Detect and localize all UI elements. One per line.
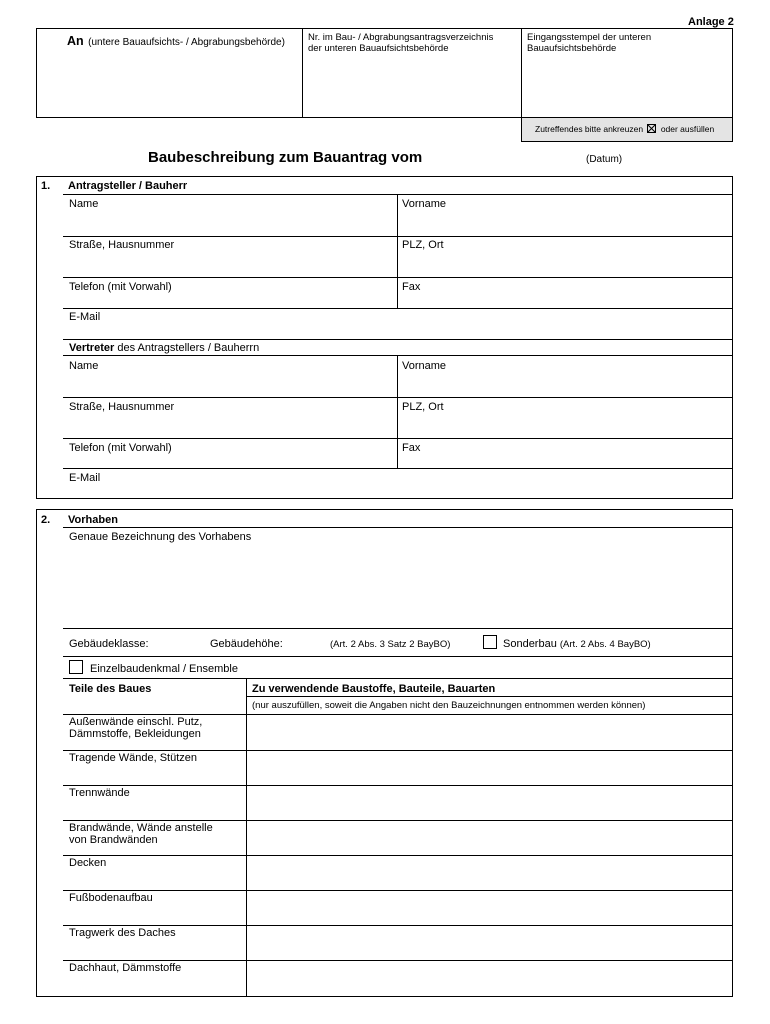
entry-stamp-field (527, 32, 651, 54)
stamp-label-line1: Eingangsstempel der unteren (527, 32, 652, 43)
representative-rest: des Antragstellers / Bauherrn (117, 342, 260, 354)
s2-line-top (63, 527, 733, 528)
hint-post: oder ausfüllen (660, 124, 715, 134)
recipient-field[interactable] (67, 32, 285, 50)
table-row-label (69, 716, 202, 740)
s2-line-class (63, 628, 733, 629)
table-row-input[interactable] (248, 715, 732, 749)
table-row-label (69, 787, 130, 799)
applicant-fax-field[interactable]: Fax (402, 281, 421, 293)
crossed-checkbox-icon (647, 124, 656, 133)
building-class-field[interactable]: Gebäudeklasse: (69, 638, 149, 650)
table-row-input[interactable] (248, 856, 732, 889)
applicant-plz-field[interactable]: PLZ, Ort (402, 239, 444, 251)
hint-text (535, 124, 714, 134)
s1-line-top (63, 194, 733, 195)
project-description-field[interactable]: Genaue Bezeichnung des Vorhabens (69, 531, 252, 543)
s1-line-d (63, 339, 733, 340)
s1-rep-col-divider (397, 355, 398, 468)
building-height-reference: (Art. 2 Abs. 3 Satz 2 BayBO) (330, 639, 451, 650)
register-label-line2: der unteren Bauaufsichtsbehörde (308, 43, 449, 54)
page-title: Baubeschreibung zum Bauantrag vom (148, 149, 423, 166)
section2-heading: Vorhaben (68, 514, 118, 526)
rep-email-field[interactable]: E-Mail (69, 472, 101, 484)
row-label-line1: Tragwerk des Daches (69, 927, 176, 939)
applicant-phone-field[interactable]: Telefon (mit Vorwahl) (69, 281, 172, 293)
table-col-divider (246, 678, 247, 997)
row-label-line1: Brandwände, Wände anstelle (69, 822, 213, 834)
table-row-label (69, 752, 197, 764)
table-row-label (69, 822, 213, 846)
s1-line-b (63, 277, 733, 278)
date-field[interactable]: (Datum) (586, 154, 623, 165)
s2-line-monument (63, 656, 733, 657)
row-label-line1: Trennwände (69, 787, 130, 799)
sonderbau-reference: (Art. 2 Abs. 4 BayBO) (559, 639, 651, 650)
s1-line-a (63, 236, 733, 237)
building-height-field[interactable]: Gebäudehöhe: (210, 638, 283, 650)
row-label-line1: Dachhaut, Dämmstoffe (69, 962, 182, 974)
table-row-label (69, 927, 176, 939)
rep-fax-field[interactable]: Fax (402, 442, 421, 454)
table-row-input[interactable] (248, 821, 732, 854)
table-note-line (246, 696, 733, 697)
rep-phone-field[interactable]: Telefon (mit Vorwahl) (69, 442, 172, 454)
table-row-input[interactable] (248, 926, 732, 959)
section1-heading: Antragsteller / Bauherr (68, 180, 188, 192)
table-col2-header: Zu verwendende Baustoffe, Bauteile, Bauarten (252, 683, 496, 695)
recipient-authority: (untere Bauaufsichts- / Abgrabungsbehörde) (88, 37, 285, 48)
applicant-email-field[interactable]: E-Mail (69, 311, 101, 323)
table-row-input[interactable] (248, 961, 732, 996)
register-label-line1: Nr. im Bau- / Abgrabungsantragsverzeichnis (308, 32, 494, 43)
monument-checkbox[interactable] (69, 660, 83, 674)
header-divider-1 (302, 28, 303, 118)
rep-name-field[interactable]: Name (69, 360, 99, 372)
monument-label: Einzelbaudenkmal / Ensemble (90, 663, 238, 675)
applicant-street-field[interactable]: Straße, Hausnummer (69, 239, 175, 251)
rep-plz-field[interactable]: PLZ, Ort (402, 401, 444, 413)
row-label-line1: Tragende Wände, Stützen (69, 752, 198, 764)
table-row-label (69, 962, 181, 974)
section1-number: 1. (41, 180, 51, 192)
row-label-line1: Fußbodenaufbau (69, 892, 153, 904)
sonderbau-checkbox[interactable] (483, 635, 497, 649)
s1-rep-line-top (63, 355, 733, 356)
row-label-line1: Decken (69, 857, 107, 869)
table-row-input[interactable] (248, 891, 732, 924)
sonderbau-text: Sonderbau (503, 638, 557, 650)
s1-rep-line-a (63, 397, 733, 398)
s1-rep-line-b (63, 438, 733, 439)
section2-number: 2. (41, 514, 51, 526)
s1-rep-line-c (63, 468, 733, 469)
annex-label: Anlage 2 (688, 16, 734, 28)
table-col2-note: (nur auszufüllen, soweit die Angaben nicht den Bauzeichnungen entnommen werden können) (252, 700, 646, 711)
representative-heading (69, 342, 259, 354)
hint-pre: Zutreffendes bitte ankreuzen (535, 124, 644, 134)
register-number-field[interactable] (308, 32, 493, 54)
s1-line-c (63, 308, 733, 309)
table-row-input[interactable] (248, 751, 732, 784)
table-row-label (69, 857, 106, 869)
row-label-line2: von Brandwänden (69, 834, 158, 846)
table-col1-header: Teile des Baues (69, 683, 152, 695)
row-label-line2: Dämmstoffe, Bekleidungen (69, 728, 201, 740)
rep-vorname-field[interactable]: Vorname (402, 360, 447, 372)
recipient-label: An (67, 34, 84, 48)
applicant-vorname-field[interactable]: Vorname (402, 198, 447, 210)
table-row-label (69, 892, 153, 904)
s1-col-divider (397, 194, 398, 308)
table-row-input[interactable] (248, 786, 732, 819)
stamp-label-line2: Bauaufsichtsbehörde (527, 43, 617, 54)
row-label-line1: Außenwände einschl. Putz, (69, 716, 203, 728)
table-top-line (63, 678, 733, 679)
sonderbau-label (503, 638, 651, 651)
applicant-name-field[interactable]: Name (69, 198, 99, 210)
rep-street-field[interactable]: Straße, Hausnummer (69, 401, 175, 413)
representative-bold: Vertreter (69, 342, 115, 354)
